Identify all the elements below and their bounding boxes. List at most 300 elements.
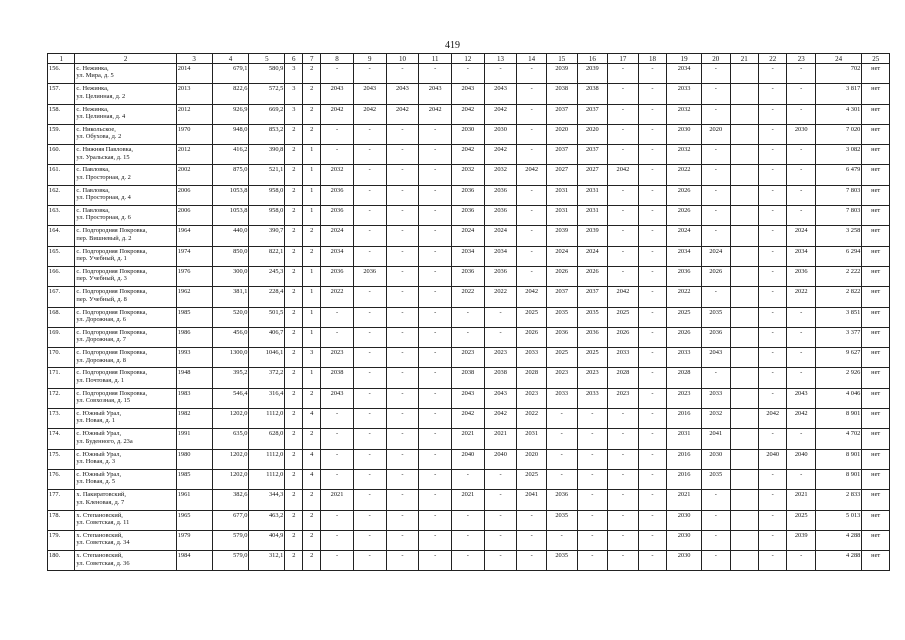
cell-col-21 xyxy=(730,206,758,226)
cell-col-17: - xyxy=(608,429,639,449)
cell-col-22: - xyxy=(758,368,786,388)
cell-col-22: - xyxy=(758,327,786,347)
cell-col-4: 875,0 xyxy=(212,165,249,185)
column-header: 23 xyxy=(787,54,815,64)
address-cell xyxy=(75,327,176,347)
cell-col-13: 2034 xyxy=(484,246,517,266)
table-body xyxy=(48,64,890,571)
cell-col-13: 2024 xyxy=(484,226,517,246)
cell-col-10: - xyxy=(386,246,419,266)
cell-col-14: 2031 xyxy=(517,429,547,449)
cell-col-24: 2 222 xyxy=(815,266,861,286)
cell-col-12: 2021 xyxy=(452,429,485,449)
cell-col-18: - xyxy=(638,104,666,124)
cell-col-25: нет xyxy=(862,469,890,489)
cell-col-17: 2042 xyxy=(608,287,639,307)
cell-col-6: 2 xyxy=(285,409,303,429)
cell-col-7: 1 xyxy=(303,287,321,307)
cell-col-18: - xyxy=(638,206,666,226)
cell-col-3: 1984 xyxy=(176,551,212,571)
cell-col-10: - xyxy=(386,226,419,246)
cell-col-22: - xyxy=(758,226,786,246)
table-row xyxy=(48,185,890,205)
cell-col-15: 2031 xyxy=(546,185,577,205)
table-row xyxy=(48,226,890,246)
cell-col-9: - xyxy=(353,510,386,530)
cell-col-10: 2043 xyxy=(386,84,419,104)
cell-col-9: - xyxy=(353,206,386,226)
row-number: 169. xyxy=(48,327,75,347)
cell-col-18: - xyxy=(638,246,666,266)
table-row xyxy=(48,449,890,469)
cell-col-6: 2 xyxy=(285,530,303,550)
address-street: ул. Кленовая, д. 7 xyxy=(76,498,125,506)
cell-col-12: 2036 xyxy=(452,266,485,286)
cell-col-20: - xyxy=(702,530,730,550)
cell-col-22: - xyxy=(758,469,786,489)
cell-col-17: 2025 xyxy=(608,307,639,327)
column-header: 1 xyxy=(48,54,75,64)
cell-col-17: - xyxy=(608,64,639,84)
address-cell xyxy=(75,266,176,286)
cell-col-4: 579,0 xyxy=(212,530,249,550)
address-locality: с. Нежинка, xyxy=(76,85,109,93)
cell-col-19: 2034 xyxy=(667,64,702,84)
cell-col-4: 579,0 xyxy=(212,551,249,571)
cell-col-7: 2 xyxy=(303,84,321,104)
cell-col-10: 2042 xyxy=(386,104,419,124)
cell-col-5: 501,5 xyxy=(249,307,285,327)
cell-col-17: - xyxy=(608,469,639,489)
cell-col-5: 853,2 xyxy=(249,124,285,144)
cell-col-8: 2022 xyxy=(321,287,354,307)
cell-col-9: - xyxy=(353,530,386,550)
cell-col-12: 2022 xyxy=(452,287,485,307)
cell-col-3: 2006 xyxy=(176,185,212,205)
table-row xyxy=(48,206,890,226)
address-cell xyxy=(75,307,176,327)
cell-col-17: - xyxy=(608,510,639,530)
table-row xyxy=(48,388,890,408)
cell-col-25: нет xyxy=(862,327,890,347)
cell-col-18: - xyxy=(638,185,666,205)
cell-col-17: - xyxy=(608,530,639,550)
row-number: 163. xyxy=(48,206,75,226)
address-cell xyxy=(75,368,176,388)
cell-col-23: - xyxy=(787,206,815,226)
cell-col-19: 2026 xyxy=(667,206,702,226)
column-header: 10 xyxy=(386,54,419,64)
cell-col-3: 2006 xyxy=(176,206,212,226)
cell-col-23: 2025 xyxy=(787,510,815,530)
cell-col-10: - xyxy=(386,348,419,368)
cell-col-11: - xyxy=(419,124,452,144)
cell-col-19: 2036 xyxy=(667,266,702,286)
table-row xyxy=(48,64,890,84)
column-header: 24 xyxy=(815,54,861,64)
cell-col-9: 2043 xyxy=(353,84,386,104)
row-number: 166. xyxy=(48,266,75,286)
cell-col-4: 1053,8 xyxy=(212,185,249,205)
cell-col-14: - xyxy=(517,84,547,104)
cell-col-25: нет xyxy=(862,104,890,124)
cell-col-24: 2 926 xyxy=(815,368,861,388)
column-header: 19 xyxy=(667,54,702,64)
cell-col-7: 1 xyxy=(303,145,321,165)
cell-col-25: нет xyxy=(862,165,890,185)
row-number: 173. xyxy=(48,409,75,429)
address-locality: с. Южный Урал, xyxy=(76,430,122,438)
cell-col-20: 2033 xyxy=(702,388,730,408)
cell-col-14: - xyxy=(517,64,547,84)
cell-col-5: 822,1 xyxy=(249,246,285,266)
column-header: 20 xyxy=(702,54,730,64)
cell-col-25: нет xyxy=(862,449,890,469)
cell-col-21 xyxy=(730,307,758,327)
cell-col-21 xyxy=(730,368,758,388)
cell-col-14: - xyxy=(517,266,547,286)
cell-col-19: 2023 xyxy=(667,388,702,408)
cell-col-18: - xyxy=(638,145,666,165)
cell-col-13: 2043 xyxy=(484,84,517,104)
cell-col-6: 2 xyxy=(285,226,303,246)
cell-col-18: - xyxy=(638,307,666,327)
cell-col-14: - xyxy=(517,551,547,571)
address-locality: с. Подгородняя Покровка, xyxy=(76,328,148,336)
table-row xyxy=(48,490,890,510)
cell-col-8: 2036 xyxy=(321,266,354,286)
cell-col-25: нет xyxy=(862,124,890,144)
address-cell xyxy=(75,124,176,144)
cell-col-20: 2020 xyxy=(702,124,730,144)
cell-col-19: 2026 xyxy=(667,327,702,347)
cell-col-13: - xyxy=(484,469,517,489)
cell-col-5: 958,0 xyxy=(249,206,285,226)
row-number: 160. xyxy=(48,145,75,165)
cell-col-22: - xyxy=(758,348,786,368)
cell-col-6: 2 xyxy=(285,490,303,510)
cell-col-8: 2023 xyxy=(321,348,354,368)
cell-col-13: 2036 xyxy=(484,185,517,205)
page-number: 419 xyxy=(445,40,460,51)
cell-col-13: 2036 xyxy=(484,206,517,226)
cell-col-21 xyxy=(730,185,758,205)
cell-col-20: - xyxy=(702,206,730,226)
cell-col-11: - xyxy=(419,551,452,571)
cell-col-17: - xyxy=(608,206,639,226)
cell-col-19: 2028 xyxy=(667,368,702,388)
cell-col-22: - xyxy=(758,287,786,307)
address-cell xyxy=(75,165,176,185)
cell-col-11: - xyxy=(419,388,452,408)
address-cell xyxy=(75,388,176,408)
cell-col-7: 2 xyxy=(303,104,321,124)
cell-col-7: 2 xyxy=(303,124,321,144)
cell-col-8: - xyxy=(321,327,354,347)
cell-col-14: 2020 xyxy=(517,449,547,469)
cell-col-9: - xyxy=(353,388,386,408)
cell-col-19: 2025 xyxy=(667,307,702,327)
cell-col-19: 2026 xyxy=(667,185,702,205)
cell-col-18: - xyxy=(638,124,666,144)
cell-col-8: 2038 xyxy=(321,368,354,388)
cell-col-8: - xyxy=(321,449,354,469)
cell-col-22: - xyxy=(758,165,786,185)
row-number: 175. xyxy=(48,449,75,469)
cell-col-11: - xyxy=(419,429,452,449)
cell-col-7: 1 xyxy=(303,307,321,327)
cell-col-14: - xyxy=(517,104,547,124)
cell-col-16: 2037 xyxy=(577,287,608,307)
cell-col-10: - xyxy=(386,327,419,347)
cell-col-19: 2030 xyxy=(667,510,702,530)
cell-col-16: 2039 xyxy=(577,64,608,84)
address-locality: с. Южный Урал, xyxy=(76,410,122,418)
cell-col-15: 2039 xyxy=(546,226,577,246)
cell-col-6: 2 xyxy=(285,551,303,571)
cell-col-16: 2020 xyxy=(577,124,608,144)
cell-col-25: нет xyxy=(862,84,890,104)
column-header: 14 xyxy=(517,54,547,64)
cell-col-18: - xyxy=(638,510,666,530)
address-cell xyxy=(75,287,176,307)
cell-col-5: 372,2 xyxy=(249,368,285,388)
row-number: 165. xyxy=(48,246,75,266)
cell-col-3: 2012 xyxy=(176,104,212,124)
cell-col-9: - xyxy=(353,490,386,510)
cell-col-4: 1300,0 xyxy=(212,348,249,368)
cell-col-25: нет xyxy=(862,530,890,550)
cell-col-13: 2021 xyxy=(484,429,517,449)
cell-col-12: - xyxy=(452,307,485,327)
cell-col-23: 2039 xyxy=(787,530,815,550)
cell-col-6: 2 xyxy=(285,246,303,266)
cell-col-15: 2036 xyxy=(546,327,577,347)
cell-col-24: 2 833 xyxy=(815,490,861,510)
cell-col-24: 8 901 xyxy=(815,449,861,469)
cell-col-7: 1 xyxy=(303,185,321,205)
cell-col-7: 2 xyxy=(303,226,321,246)
cell-col-19: 2030 xyxy=(667,530,702,550)
cell-col-8: - xyxy=(321,510,354,530)
cell-col-3: 2012 xyxy=(176,145,212,165)
table-row xyxy=(48,530,890,550)
cell-col-16: 2031 xyxy=(577,206,608,226)
cell-col-20: - xyxy=(702,368,730,388)
cell-col-22: - xyxy=(758,551,786,571)
cell-col-12: 2040 xyxy=(452,449,485,469)
cell-col-24: 3 082 xyxy=(815,145,861,165)
cell-col-15: 2024 xyxy=(546,246,577,266)
cell-col-25: нет xyxy=(862,185,890,205)
cell-col-4: 381,1 xyxy=(212,287,249,307)
cell-col-23: 2022 xyxy=(787,287,815,307)
cell-col-3: 1974 xyxy=(176,246,212,266)
cell-col-5: 1112,0 xyxy=(249,409,285,429)
cell-col-15: 2025 xyxy=(546,348,577,368)
cell-col-23: 2043 xyxy=(787,388,815,408)
cell-col-7: 2 xyxy=(303,64,321,84)
cell-col-6: 3 xyxy=(285,104,303,124)
cell-col-6: 2 xyxy=(285,206,303,226)
table-row xyxy=(48,84,890,104)
cell-col-8: - xyxy=(321,429,354,449)
address-locality: с. Подгородняя Покровка, xyxy=(76,247,148,255)
cell-col-21 xyxy=(730,449,758,469)
cell-col-24: 4 702 xyxy=(815,429,861,449)
cell-col-23: - xyxy=(787,348,815,368)
cell-col-16: - xyxy=(577,510,608,530)
cell-col-23: 2030 xyxy=(787,124,815,144)
cell-col-4: 635,0 xyxy=(212,429,249,449)
cell-col-23: - xyxy=(787,64,815,84)
cell-col-21 xyxy=(730,551,758,571)
cell-col-10: - xyxy=(386,510,419,530)
cell-col-3: 2002 xyxy=(176,165,212,185)
cell-col-8: 2032 xyxy=(321,165,354,185)
cell-col-12: 2034 xyxy=(452,246,485,266)
cell-col-14: - xyxy=(517,530,547,550)
cell-col-25: нет xyxy=(862,266,890,286)
address-cell xyxy=(75,510,176,530)
cell-col-20: 2043 xyxy=(702,348,730,368)
cell-col-11: - xyxy=(419,145,452,165)
cell-col-14: - xyxy=(517,124,547,144)
column-header: 25 xyxy=(862,54,890,64)
cell-col-6: 2 xyxy=(285,165,303,185)
cell-col-22: - xyxy=(758,510,786,530)
address-cell xyxy=(75,145,176,165)
cell-col-19: 2016 xyxy=(667,449,702,469)
table-row xyxy=(48,429,890,449)
cell-col-20: - xyxy=(702,551,730,571)
cell-col-11: 2042 xyxy=(419,104,452,124)
cell-col-21 xyxy=(730,530,758,550)
cell-col-7: 1 xyxy=(303,327,321,347)
cell-col-6: 2 xyxy=(285,510,303,530)
cell-col-3: 2014 xyxy=(176,64,212,84)
cell-col-9: - xyxy=(353,348,386,368)
cell-col-24: 7 803 xyxy=(815,185,861,205)
cell-col-14: - xyxy=(517,246,547,266)
cell-col-10: - xyxy=(386,449,419,469)
cell-col-24: 4 046 xyxy=(815,388,861,408)
cell-col-11: - xyxy=(419,490,452,510)
row-number: 174. xyxy=(48,429,75,449)
cell-col-20: 2035 xyxy=(702,469,730,489)
cell-col-18: - xyxy=(638,469,666,489)
column-header: 13 xyxy=(484,54,517,64)
cell-col-9: - xyxy=(353,165,386,185)
cell-col-23: - xyxy=(787,165,815,185)
table-row xyxy=(48,165,890,185)
cell-col-4: 416,2 xyxy=(212,145,249,165)
cell-col-12: 2023 xyxy=(452,348,485,368)
cell-col-7: 2 xyxy=(303,490,321,510)
address-street: ул. Почтовая, д. 1 xyxy=(76,376,125,384)
address-street: ул. Просторная, д. 6 xyxy=(76,214,131,222)
address-street: ул. Мира, д. 5 xyxy=(76,72,114,80)
row-number: 178. xyxy=(48,510,75,530)
cell-col-8: 2042 xyxy=(321,104,354,124)
address-locality: с. Нежинка, xyxy=(76,105,109,113)
cell-col-8: - xyxy=(321,551,354,571)
cell-col-11: - xyxy=(419,64,452,84)
address-cell xyxy=(75,206,176,226)
table-row xyxy=(48,409,890,429)
cell-col-20: - xyxy=(702,287,730,307)
cell-col-6: 2 xyxy=(285,388,303,408)
cell-col-9: - xyxy=(353,307,386,327)
cell-col-16: - xyxy=(577,409,608,429)
cell-col-10: - xyxy=(386,490,419,510)
cell-col-8: - xyxy=(321,145,354,165)
cell-col-22: - xyxy=(758,429,786,449)
cell-col-18: - xyxy=(638,409,666,429)
cell-col-9: - xyxy=(353,368,386,388)
cell-col-21 xyxy=(730,64,758,84)
cell-col-18: - xyxy=(638,327,666,347)
cell-col-7: 4 xyxy=(303,409,321,429)
cell-col-24: 6 479 xyxy=(815,165,861,185)
cell-col-24: 5 013 xyxy=(815,510,861,530)
cell-col-7: 2 xyxy=(303,551,321,571)
cell-col-11: - xyxy=(419,530,452,550)
cell-col-19: 2022 xyxy=(667,165,702,185)
address-locality: х. Степановский, xyxy=(76,531,123,539)
cell-col-21 xyxy=(730,490,758,510)
cell-col-9: - xyxy=(353,409,386,429)
cell-col-15: - xyxy=(546,409,577,429)
cell-col-19: 2032 xyxy=(667,104,702,124)
cell-col-20: - xyxy=(702,490,730,510)
cell-col-9: - xyxy=(353,185,386,205)
cell-col-22: - xyxy=(758,124,786,144)
cell-col-16: 2026 xyxy=(577,266,608,286)
address-street: ул. Просторная, д. 2 xyxy=(76,173,131,181)
cell-col-16: 2023 xyxy=(577,368,608,388)
row-number: 156. xyxy=(48,64,75,84)
cell-col-16: 2038 xyxy=(577,84,608,104)
cell-col-16: 2036 xyxy=(577,327,608,347)
cell-col-15: 2023 xyxy=(546,368,577,388)
address-street: пер. Учебный, д. 3 xyxy=(76,275,127,283)
cell-col-10: - xyxy=(386,429,419,449)
cell-col-18: - xyxy=(638,287,666,307)
cell-col-5: 316,4 xyxy=(249,388,285,408)
cell-col-13: 2036 xyxy=(484,266,517,286)
cell-col-20: 2032 xyxy=(702,409,730,429)
cell-col-17: - xyxy=(608,551,639,571)
cell-col-6: 2 xyxy=(285,327,303,347)
cell-col-10: - xyxy=(386,287,419,307)
cell-col-5: 1046,1 xyxy=(249,348,285,368)
cell-col-5: 463,2 xyxy=(249,510,285,530)
cell-col-5: 1112,0 xyxy=(249,449,285,469)
address-cell xyxy=(75,226,176,246)
cell-col-20: 2036 xyxy=(702,327,730,347)
cell-col-13: - xyxy=(484,64,517,84)
address-cell xyxy=(75,469,176,489)
cell-col-10: - xyxy=(386,145,419,165)
cell-col-22: 2040 xyxy=(758,449,786,469)
cell-col-10: - xyxy=(386,388,419,408)
cell-col-24: 6 294 xyxy=(815,246,861,266)
cell-col-15: 2026 xyxy=(546,266,577,286)
cell-col-16: - xyxy=(577,449,608,469)
cell-col-15: 2035 xyxy=(546,551,577,571)
address-street: ул. Буденного, д. 23а xyxy=(76,437,133,445)
